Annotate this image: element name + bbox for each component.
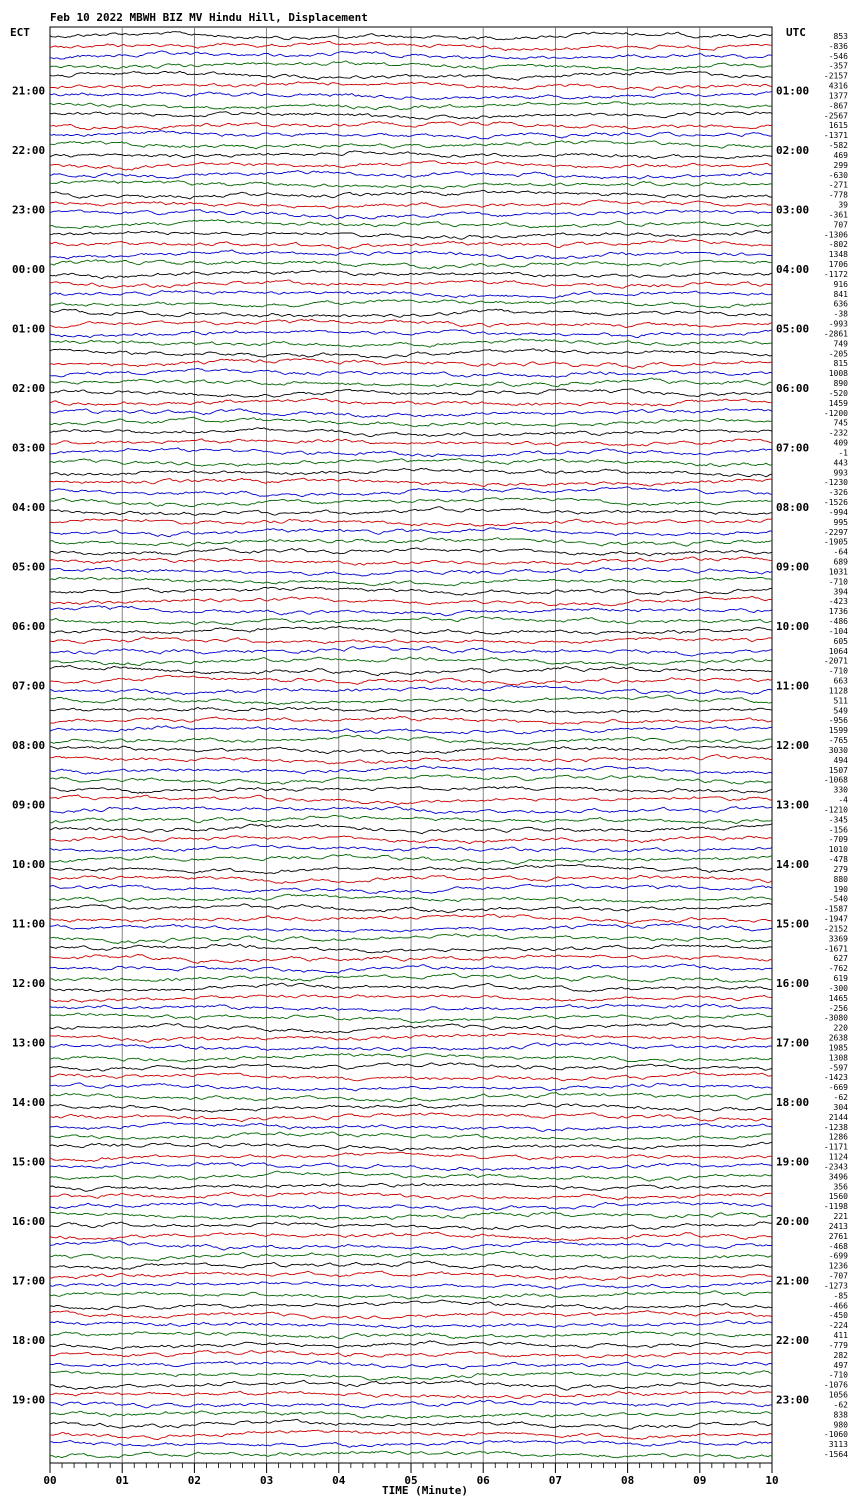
trace-offset-label: -450 [828,1311,848,1321]
trace-offset-label: -836 [828,41,848,51]
trace-offset-label: -1230 [823,478,848,488]
trace-offset-label: 627 [833,954,848,964]
x-tick-label: 04 [332,1474,346,1487]
left-hour-label: 23:00 [12,203,46,217]
trace-offset-label: -546 [828,51,848,61]
trace-offset-label: 838 [833,1410,848,1420]
trace-offset-label: -597 [828,1063,848,1073]
trace-offset-label: -2152 [823,924,848,934]
trace-offset-label: 636 [833,299,848,309]
trace-offset-label: 1124 [828,1152,848,1162]
trace-offset-label: 1377 [828,91,848,101]
trace-offset-label: -1905 [823,537,848,547]
trace-offset-label: 1459 [828,398,848,408]
trace-offset-label: 394 [833,587,848,597]
trace-offset-label: -1306 [823,230,848,240]
left-hour-label: 05:00 [12,560,46,574]
right-hour-label: 21:00 [776,1274,810,1288]
trace-offset-label: -3080 [823,1013,848,1023]
trace-offset-label: 2144 [828,1112,848,1122]
trace-offset-label: -1587 [823,904,848,914]
trace-offset-label: -1371 [823,131,848,141]
x-tick-label: 10 [765,1474,779,1487]
right-hour-label: 13:00 [776,798,810,812]
right-hour-label: 10:00 [776,620,810,633]
left-hour-label: 09:00 [12,798,46,812]
trace-offset-label: -709 [828,835,848,845]
trace-offset-label: -62 [833,1400,848,1410]
trace-offset-label: 916 [833,279,848,289]
right-hour-label: 20:00 [776,1215,810,1228]
trace-offset-label: 220 [833,1023,848,1033]
trace-offset-label: -2861 [823,329,848,339]
trace-offset-label: -1068 [823,775,848,785]
trace-offset-label: 1056 [828,1390,848,1400]
trace-offset-label: 39 [838,200,848,210]
right-hour-label: 19:00 [776,1155,810,1169]
right-hour-label: 07:00 [776,441,810,455]
trace-offset-axis [824,32,848,1459]
trace-offset-label: 1008 [828,369,848,379]
trace-offset-label: -710 [828,666,848,676]
trace-offset-label: -1238 [823,1122,848,1132]
right-hour-axis [776,85,809,1407]
right-hour-label: 06:00 [776,382,810,395]
trace-offset-label: 1706 [828,260,848,270]
trace-offset-label: 282 [833,1350,848,1360]
trace-offset-label: 3369 [828,934,848,944]
trace-offset-label: -956 [828,716,848,726]
trace-offset-label: -994 [828,507,848,517]
trace-offset-label: 443 [833,458,848,468]
left-hour-label: 15:00 [12,1155,46,1169]
left-hour-label: 02:00 [12,382,46,395]
trace-offset-label: 221 [833,1212,848,1222]
trace-offset-label: -478 [828,855,848,865]
trace-offset-label: 853 [833,31,848,41]
trace-offset-label: 689 [833,557,848,567]
trace-offset-label: 3496 [828,1172,848,1182]
left-hour-axis [12,85,45,1407]
trace-offset-label: 511 [833,696,848,706]
left-hour-label: 18:00 [12,1334,46,1347]
trace-offset-label: -1198 [823,1202,848,1212]
trace-offset-label: -357 [828,61,848,71]
right-hour-label: 01:00 [776,84,810,98]
left-hour-label: 13:00 [12,1036,46,1050]
trace-offset-label: 3030 [828,745,848,755]
trace-offset-label: -1172 [823,269,848,279]
trace-offset-label: 1560 [828,1192,848,1202]
x-axis-label: TIME (Minute) [381,1484,469,1497]
trace-offset-label: 411 [833,1331,848,1341]
trace-offset-label: -1273 [823,1281,848,1291]
x-tick-label: 05 [404,1474,418,1487]
trace-offset-label: 995 [833,517,848,527]
trace-offset-label: -156 [828,825,848,835]
right-hour-label: 08:00 [776,501,810,514]
trace-offset-label: 330 [833,785,848,795]
trace-offset-label: -2343 [823,1162,848,1172]
chart-title: Feb 10 2022 MBWH BIZ MV Hindu Hill, Displacement [50,11,368,24]
trace-offset-label: -423 [828,597,848,607]
trace-offset-label: -256 [828,1003,848,1013]
left-hour-label: 12:00 [12,977,46,990]
x-tick-label: 09 [693,1474,707,1487]
trace-offset-label: -707 [828,1271,848,1281]
trace-offset-label: 1736 [828,607,848,617]
trace-offset-label: -779 [828,1340,848,1350]
trace-offset-label: 1010 [828,845,848,855]
trace-offset-label: 2638 [828,1033,848,1043]
minute-gridlines [122,27,700,1463]
trace-offset-label: -486 [828,617,848,627]
trace-offset-label: 1985 [828,1043,848,1053]
trace-offset-label: -1423 [823,1073,848,1083]
trace-offset-label: 745 [833,418,848,428]
trace-offset-label: -630 [828,170,848,180]
left-hour-label: 08:00 [12,739,46,752]
right-hour-label: 22:00 [776,1334,810,1347]
left-hour-label: 11:00 [12,917,46,931]
trace-offset-label: -326 [828,488,848,498]
right-hour-label: 11:00 [776,679,810,693]
trace-offset-label: 1615 [828,121,848,131]
right-timezone-label: UTC [786,26,806,39]
trace-offset-label: -2071 [823,656,848,666]
trace-offset-label: -762 [828,964,848,974]
trace-offset-label: -104 [828,626,848,636]
trace-offset-label: -1171 [823,1142,848,1152]
trace-offset-label: -710 [828,1370,848,1380]
right-hour-label: 12:00 [776,739,810,752]
x-tick-label: 07 [548,1474,563,1487]
right-hour-label: 02:00 [776,144,810,157]
left-hour-label: 07:00 [12,679,46,693]
trace-offset-label: 993 [833,468,848,478]
right-hour-label: 15:00 [776,917,810,931]
trace-offset-label: 409 [833,438,848,448]
x-tick-label: 03 [259,1474,274,1487]
x-tick-label: 02 [187,1474,202,1487]
x-tick-label: 01 [115,1474,129,1487]
right-hour-label: 03:00 [776,203,810,217]
trace-offset-label: 707 [833,220,848,230]
left-hour-label: 17:00 [12,1274,46,1288]
trace-offset-label: -2157 [823,71,848,81]
trace-offset-label: 3113 [828,1440,848,1450]
trace-offset-label: 663 [833,676,848,686]
trace-offset-label: -993 [828,319,848,329]
trace-offset-label: 890 [833,379,848,389]
trace-offset-label: -345 [828,815,848,825]
trace-offset-label: -2567 [823,111,848,121]
trace-offset-label: 1286 [828,1132,848,1142]
trace-offset-label: -1076 [823,1380,848,1390]
trace-offset-label: -1671 [823,944,848,954]
trace-offset-label: 1308 [828,1053,848,1063]
trace-offset-label: -1564 [823,1450,848,1460]
trace-offset-label: 469 [833,150,848,160]
left-hour-label: 00:00 [12,263,46,276]
left-hour-label: 16:00 [12,1215,46,1228]
trace-offset-label: -1200 [823,408,848,418]
trace-offset-label: -361 [828,210,848,220]
trace-offset-label: -85 [833,1291,848,1301]
right-hour-label: 04:00 [776,263,810,276]
trace-offset-label: -466 [828,1301,848,1311]
trace-offset-label: 1128 [828,686,848,696]
trace-offset-label: 880 [833,874,848,884]
trace-offset-label: 2761 [828,1231,848,1241]
left-timezone-label: ECT [10,26,30,39]
trace-offset-label: -778 [828,190,848,200]
trace-offset-label: -1526 [823,498,848,508]
trace-offset-label: 1236 [828,1261,848,1271]
trace-offset-label: 4316 [828,81,848,91]
trace-offset-label: 1599 [828,726,848,736]
trace-offset-label: 605 [833,636,848,646]
right-hour-label: 18:00 [776,1096,810,1109]
trace-offset-label: 1348 [828,250,848,260]
trace-offset-label: -699 [828,1251,848,1261]
left-hour-label: 03:00 [12,441,46,455]
trace-offset-label: -710 [828,577,848,587]
right-hour-label: 14:00 [776,858,810,871]
trace-offset-label: -2297 [823,527,848,537]
trace-offset-label: -802 [828,240,848,250]
left-hour-label: 22:00 [12,144,46,157]
left-hour-label: 21:00 [12,84,46,98]
trace-offset-label: -64 [833,547,848,557]
trace-offset-label: 1465 [828,993,848,1003]
trace-offset-label: 497 [833,1360,848,1370]
trace-offset-label: -520 [828,388,848,398]
trace-offset-label: -765 [828,736,848,746]
trace-offset-label: 304 [833,1102,848,1112]
trace-offset-label: -38 [833,309,848,319]
trace-offset-label: -62 [833,1093,848,1103]
right-hour-label: 16:00 [776,977,810,990]
trace-offset-label: -205 [828,349,848,359]
trace-offset-label: 2413 [828,1221,848,1231]
x-tick-label: 08 [620,1474,635,1487]
trace-offset-label: 1507 [828,765,848,775]
trace-offset-label: -867 [828,101,848,111]
trace-offset-label: -540 [828,894,848,904]
x-tick-label: 00 [43,1474,57,1487]
trace-offset-label: -669 [828,1083,848,1093]
trace-offset-label: 815 [833,359,848,369]
left-hour-label: 14:00 [12,1096,46,1109]
trace-offset-label: -468 [828,1241,848,1251]
trace-offset-label: 494 [833,755,848,765]
trace-offset-label: 1031 [828,567,848,577]
trace-offset-label: -4 [838,795,848,805]
trace-offset-label: 279 [833,864,848,874]
trace-offset-label: -1947 [823,914,848,924]
left-hour-label: 04:00 [12,501,46,514]
left-hour-label: 10:00 [12,858,46,871]
trace-offset-label: 299 [833,160,848,170]
trace-offset-label: 749 [833,339,848,349]
trace-offset-label: -1210 [823,805,848,815]
left-hour-label: 19:00 [12,1393,46,1407]
left-hour-label: 01:00 [12,322,46,336]
trace-offset-label: -300 [828,983,848,993]
right-hour-label: 05:00 [776,322,810,336]
right-hour-label: 23:00 [776,1393,810,1407]
trace-offset-label: 619 [833,974,848,984]
trace-offset-label: -224 [828,1321,848,1331]
trace-offset-label: -1060 [823,1430,848,1440]
trace-offset-label: 549 [833,706,848,716]
trace-offset-label: -232 [828,428,848,438]
trace-offset-label: -582 [828,141,848,151]
trace-offset-label: 190 [833,884,848,894]
trace-offset-label: 356 [833,1182,848,1192]
trace-offset-label: 1064 [828,646,848,656]
x-tick-label: 06 [476,1474,490,1487]
right-hour-label: 09:00 [776,560,810,574]
left-hour-label: 06:00 [12,620,46,633]
trace-offset-label: 841 [833,289,848,299]
trace-offset-label: -271 [828,180,848,190]
trace-offset-label: 980 [833,1420,848,1430]
trace-offset-label: -1 [838,448,848,458]
right-hour-label: 17:00 [776,1036,810,1050]
